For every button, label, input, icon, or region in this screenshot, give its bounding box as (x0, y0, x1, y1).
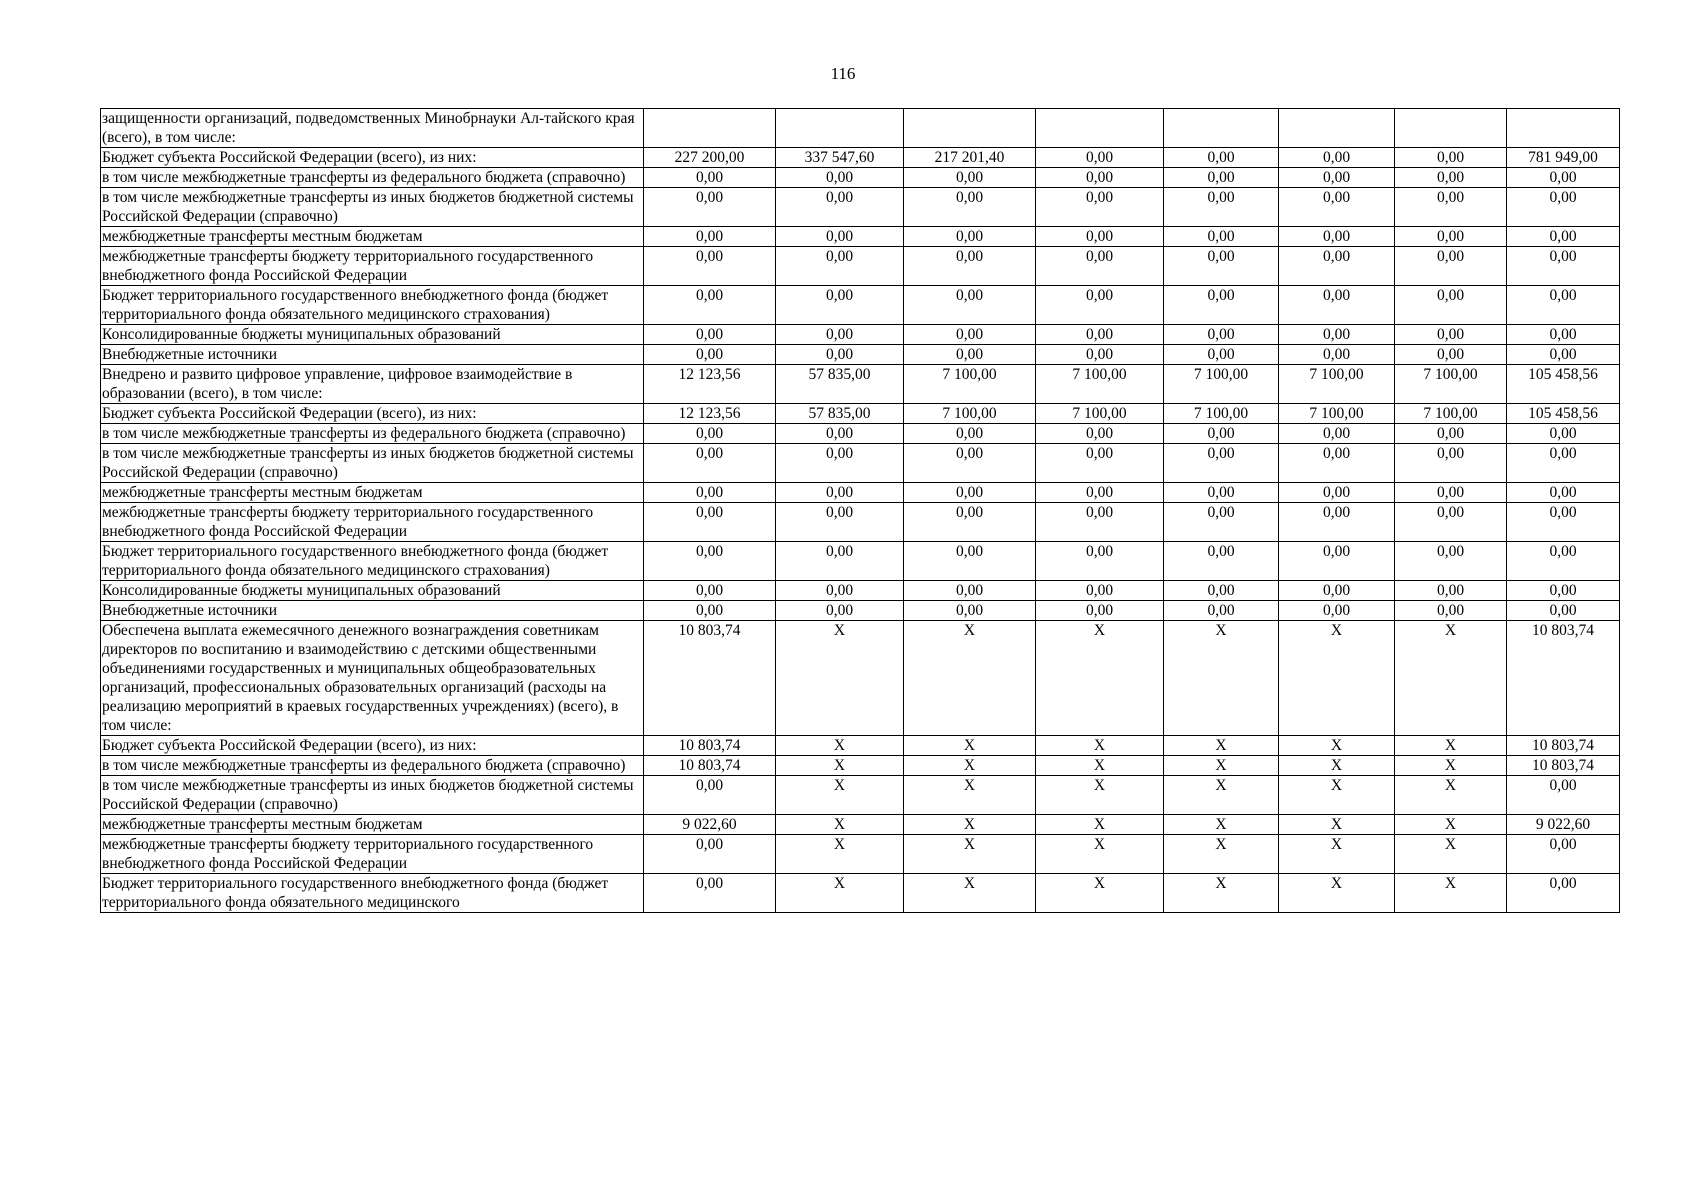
value-cell: 0,00 (1036, 444, 1164, 483)
value-cell: 0,00 (1507, 581, 1620, 601)
row-label: защищенности организаций, подведомственных Минобрнауки Ал-тайского края (всего), в том числе: (101, 109, 644, 148)
value-cell: 0,00 (1279, 581, 1395, 601)
value-cell: 105 458,56 (1507, 365, 1620, 404)
value-cell: 0,00 (1279, 424, 1395, 444)
value-cell: 0,00 (776, 247, 904, 286)
value-cell: 227 200,00 (644, 148, 776, 168)
value-cell: 0,00 (904, 227, 1036, 247)
value-cell: 0,00 (644, 601, 776, 621)
value-cell: 0,00 (904, 325, 1036, 345)
value-cell: 0,00 (1164, 148, 1279, 168)
value-cell: 7 100,00 (904, 365, 1036, 404)
value-cell: 0,00 (1395, 148, 1507, 168)
value-cell: 7 100,00 (1164, 404, 1279, 424)
value-cell: 0,00 (776, 168, 904, 188)
value-cell: 0,00 (1164, 188, 1279, 227)
table-row (101, 404, 1620, 424)
value-cell: X (776, 756, 904, 776)
value-cell: X (776, 815, 904, 835)
value-cell: 0,00 (1395, 247, 1507, 286)
value-cell: 0,00 (904, 345, 1036, 365)
value-cell: 0,00 (1164, 424, 1279, 444)
value-cell: X (1395, 874, 1507, 913)
value-cell: 57 835,00 (776, 404, 904, 424)
row-label: Консолидированные бюджеты муниципальных образований (101, 581, 644, 601)
row-label: межбюджетные трансферты местным бюджетам (101, 227, 644, 247)
value-cell: X (1036, 776, 1164, 815)
value-cell: 0,00 (644, 188, 776, 227)
value-cell: 0,00 (1279, 345, 1395, 365)
row-label: Внебюджетные источники (101, 601, 644, 621)
value-cell: 0,00 (1279, 188, 1395, 227)
value-cell: 0,00 (1507, 444, 1620, 483)
value-cell: 0,00 (904, 444, 1036, 483)
value-cell: 0,00 (776, 503, 904, 542)
value-cell: 0,00 (1395, 581, 1507, 601)
row-label: Внедрено и развито цифровое управление, цифровое взаимодействие в образовании (всего), в том числе: (101, 365, 644, 404)
value-cell: 0,00 (1395, 286, 1507, 325)
value-cell: X (1395, 815, 1507, 835)
value-cell: 0,00 (644, 874, 776, 913)
value-cell: 0,00 (776, 444, 904, 483)
row-label: Бюджет субъекта Российской Федерации (всего), из них: (101, 404, 644, 424)
value-cell: 0,00 (1164, 168, 1279, 188)
row-label: в том числе межбюджетные трансферты из федерального бюджета (справочно) (101, 168, 644, 188)
row-label: Обеспечена выплата ежемесячного денежного вознаграждения советникам директоров по воспитанию и взаимодействию с детскими общественными объединениями государственных и муниципальных общеобразовательных организаций, профессиональных образовательных организаций (расходы на реализацию мероприятий в краевых государственных учреждениях) (всего), в том числе: (101, 621, 644, 736)
value-cell: 0,00 (644, 424, 776, 444)
row-label: межбюджетные трансферты бюджету территориального государственного внебюджетного фонда Российской Федерации (101, 835, 644, 874)
value-cell: 0,00 (1395, 424, 1507, 444)
table-row (101, 424, 1620, 444)
value-cell: 0,00 (1036, 581, 1164, 601)
value-cell: 0,00 (904, 168, 1036, 188)
value-cell: 0,00 (1279, 325, 1395, 345)
value-cell: 7 100,00 (1036, 404, 1164, 424)
value-cell: 7 100,00 (1395, 404, 1507, 424)
row-label: в том числе межбюджетные трансферты из иных бюджетов бюджетной системы Российской Федерации (справочно) (101, 188, 644, 227)
value-cell: 0,00 (1507, 227, 1620, 247)
value-cell: 0,00 (644, 776, 776, 815)
value-cell: 0,00 (1279, 168, 1395, 188)
value-cell: 0,00 (1395, 168, 1507, 188)
value-cell: 0,00 (1395, 601, 1507, 621)
value-cell: 0,00 (1507, 542, 1620, 581)
row-label: Бюджет территориального государственного внебюджетного фонда (бюджет территориального фонда обязательного медицинского страхования) (101, 542, 644, 581)
value-cell: 0,00 (1507, 835, 1620, 874)
value-cell: 337 547,60 (776, 148, 904, 168)
value-cell: 0,00 (776, 424, 904, 444)
value-cell: 0,00 (776, 601, 904, 621)
value-cell (1036, 109, 1164, 148)
value-cell: 0,00 (1036, 286, 1164, 325)
row-label: Консолидированные бюджеты муниципальных образований (101, 325, 644, 345)
value-cell: 7 100,00 (1164, 365, 1279, 404)
value-cell: 0,00 (644, 542, 776, 581)
value-cell: 0,00 (1395, 227, 1507, 247)
value-cell: X (1279, 874, 1395, 913)
value-cell: X (1279, 621, 1395, 736)
value-cell: 0,00 (1036, 247, 1164, 286)
value-cell: 0,00 (1395, 325, 1507, 345)
table-row (101, 503, 1620, 542)
value-cell: X (776, 835, 904, 874)
value-cell: X (904, 756, 1036, 776)
value-cell: X (1395, 756, 1507, 776)
value-cell: 0,00 (644, 325, 776, 345)
row-label: межбюджетные трансферты местным бюджетам (101, 815, 644, 835)
value-cell: 12 123,56 (644, 365, 776, 404)
value-cell: X (1279, 835, 1395, 874)
table-row (101, 365, 1620, 404)
value-cell: 0,00 (1395, 542, 1507, 581)
value-cell: 0,00 (1507, 483, 1620, 503)
value-cell: X (1279, 815, 1395, 835)
value-cell: 0,00 (1036, 424, 1164, 444)
value-cell: 0,00 (1164, 503, 1279, 542)
value-cell: X (1036, 835, 1164, 874)
value-cell (1164, 109, 1279, 148)
value-cell: 0,00 (1507, 503, 1620, 542)
value-cell: 12 123,56 (644, 404, 776, 424)
value-cell: 0,00 (644, 345, 776, 365)
value-cell: 0,00 (1507, 247, 1620, 286)
value-cell: X (1164, 835, 1279, 874)
value-cell: 10 803,74 (1507, 621, 1620, 736)
row-label: Внебюджетные источники (101, 345, 644, 365)
value-cell: 0,00 (644, 168, 776, 188)
value-cell: 0,00 (644, 227, 776, 247)
value-cell: 10 803,74 (644, 621, 776, 736)
value-cell: 0,00 (1164, 483, 1279, 503)
value-cell: 0,00 (644, 503, 776, 542)
value-cell: 9 022,60 (644, 815, 776, 835)
value-cell: 0,00 (776, 325, 904, 345)
value-cell: 0,00 (1036, 542, 1164, 581)
value-cell: X (1164, 874, 1279, 913)
row-label: в том числе межбюджетные трансферты из иных бюджетов бюджетной системы Российской Федерации (справочно) (101, 776, 644, 815)
value-cell: 10 803,74 (644, 736, 776, 756)
row-label: Бюджет субъекта Российской Федерации (всего), из них: (101, 148, 644, 168)
table-row (101, 227, 1620, 247)
value-cell: 0,00 (904, 247, 1036, 286)
value-cell: 0,00 (776, 286, 904, 325)
table-row (101, 835, 1620, 874)
value-cell: 0,00 (1507, 188, 1620, 227)
row-label: Бюджет субъекта Российской Федерации (всего), из них: (101, 736, 644, 756)
value-cell: X (776, 776, 904, 815)
value-cell: 0,00 (1164, 227, 1279, 247)
budget-table (100, 108, 1620, 913)
row-label: Бюджет территориального государственного внебюджетного фонда (бюджет территориального фонда обязательного медицинского страхования) (101, 286, 644, 325)
row-label: межбюджетные трансферты местным бюджетам (101, 483, 644, 503)
value-cell: X (1164, 815, 1279, 835)
budget-table-body (101, 109, 1620, 913)
value-cell: 0,00 (644, 444, 776, 483)
value-cell: 0,00 (1164, 345, 1279, 365)
value-cell: 0,00 (1164, 601, 1279, 621)
value-cell: X (1279, 736, 1395, 756)
value-cell: X (1164, 736, 1279, 756)
value-cell (644, 109, 776, 148)
table-row (101, 325, 1620, 345)
table-row (101, 188, 1620, 227)
value-cell: 0,00 (1279, 247, 1395, 286)
value-cell: 0,00 (1036, 483, 1164, 503)
value-cell: X (904, 776, 1036, 815)
value-cell: 0,00 (1279, 542, 1395, 581)
value-cell: 0,00 (776, 345, 904, 365)
value-cell: 0,00 (1036, 188, 1164, 227)
value-cell: 0,00 (904, 483, 1036, 503)
value-cell (776, 109, 904, 148)
value-cell: 0,00 (1036, 148, 1164, 168)
value-cell: 7 100,00 (1036, 365, 1164, 404)
value-cell: 0,00 (1279, 444, 1395, 483)
row-label: в том числе межбюджетные трансферты из иных бюджетов бюджетной системы Российской Федерации (справочно) (101, 444, 644, 483)
value-cell: 0,00 (1279, 286, 1395, 325)
value-cell: 0,00 (1507, 168, 1620, 188)
value-cell: 0,00 (1507, 345, 1620, 365)
table-row (101, 756, 1620, 776)
value-cell: X (904, 874, 1036, 913)
value-cell: X (1036, 736, 1164, 756)
value-cell: 0,00 (1395, 483, 1507, 503)
table-row (101, 345, 1620, 365)
page-number: 116 (830, 64, 856, 83)
table-row (101, 247, 1620, 286)
value-cell: 57 835,00 (776, 365, 904, 404)
value-cell: 0,00 (904, 581, 1036, 601)
row-label: межбюджетные трансферты бюджету территориального государственного внебюджетного фонда Российской Федерации (101, 247, 644, 286)
value-cell: 105 458,56 (1507, 404, 1620, 424)
table-row (101, 581, 1620, 601)
table-row (101, 444, 1620, 483)
table-row (101, 776, 1620, 815)
table-row (101, 483, 1620, 503)
value-cell: 0,00 (1395, 188, 1507, 227)
value-cell: 0,00 (904, 286, 1036, 325)
table-row (101, 815, 1620, 835)
table-row (101, 109, 1620, 148)
value-cell: 0,00 (904, 503, 1036, 542)
row-label: в том числе межбюджетные трансферты из федерального бюджета (справочно) (101, 424, 644, 444)
value-cell: 0,00 (1279, 227, 1395, 247)
value-cell: 217 201,40 (904, 148, 1036, 168)
value-cell: 0,00 (904, 424, 1036, 444)
value-cell: X (904, 835, 1036, 874)
value-cell: 10 803,74 (1507, 756, 1620, 776)
value-cell: 0,00 (1507, 325, 1620, 345)
value-cell: X (1279, 756, 1395, 776)
row-label: Бюджет территориального государственного внебюджетного фонда (бюджет территориального фонда обязательного медицинского (101, 874, 644, 913)
value-cell: X (904, 815, 1036, 835)
value-cell (1507, 109, 1620, 148)
value-cell: X (1036, 874, 1164, 913)
row-label: в том числе межбюджетные трансферты из федерального бюджета (справочно) (101, 756, 644, 776)
value-cell: X (1164, 776, 1279, 815)
value-cell: X (1395, 736, 1507, 756)
value-cell: X (1395, 621, 1507, 736)
value-cell: 0,00 (1507, 286, 1620, 325)
value-cell: 0,00 (644, 581, 776, 601)
value-cell: 0,00 (1507, 874, 1620, 913)
value-cell: 0,00 (644, 483, 776, 503)
value-cell: 0,00 (1036, 503, 1164, 542)
value-cell: 0,00 (1036, 601, 1164, 621)
value-cell: 0,00 (1507, 776, 1620, 815)
value-cell: X (776, 621, 904, 736)
value-cell: 0,00 (644, 247, 776, 286)
value-cell: X (1036, 621, 1164, 736)
value-cell: X (776, 874, 904, 913)
value-cell: X (1036, 756, 1164, 776)
value-cell: X (1164, 621, 1279, 736)
value-cell: 0,00 (1036, 168, 1164, 188)
value-cell: 0,00 (1164, 444, 1279, 483)
value-cell: 0,00 (776, 542, 904, 581)
value-cell: 9 022,60 (1507, 815, 1620, 835)
value-cell: 0,00 (1036, 325, 1164, 345)
value-cell: 7 100,00 (1279, 404, 1395, 424)
row-label: межбюджетные трансферты бюджету территориального государственного внебюджетного фонда Российской Федерации (101, 503, 644, 542)
value-cell: 0,00 (1279, 483, 1395, 503)
value-cell: 0,00 (1036, 345, 1164, 365)
value-cell: 0,00 (904, 188, 1036, 227)
value-cell: X (904, 621, 1036, 736)
value-cell: 0,00 (1164, 247, 1279, 286)
value-cell (904, 109, 1036, 148)
value-cell: 0,00 (776, 581, 904, 601)
value-cell: 0,00 (776, 188, 904, 227)
value-cell: X (1279, 776, 1395, 815)
value-cell: 0,00 (1164, 286, 1279, 325)
value-cell: 0,00 (1279, 503, 1395, 542)
table-row (101, 148, 1620, 168)
value-cell: 0,00 (1279, 601, 1395, 621)
table-row (101, 874, 1620, 913)
table-row (101, 286, 1620, 325)
table-row (101, 601, 1620, 621)
value-cell: 0,00 (904, 542, 1036, 581)
value-cell: 0,00 (644, 835, 776, 874)
value-cell: X (1036, 815, 1164, 835)
value-cell: 0,00 (1164, 325, 1279, 345)
value-cell: 7 100,00 (904, 404, 1036, 424)
value-cell: 0,00 (1395, 503, 1507, 542)
value-cell (1279, 109, 1395, 148)
value-cell: X (1395, 835, 1507, 874)
value-cell: 0,00 (776, 483, 904, 503)
value-cell: X (1164, 756, 1279, 776)
value-cell: X (904, 736, 1036, 756)
value-cell: 10 803,74 (1507, 736, 1620, 756)
value-cell: 0,00 (1507, 601, 1620, 621)
value-cell: X (1395, 776, 1507, 815)
value-cell: 0,00 (904, 601, 1036, 621)
value-cell: 781 949,00 (1507, 148, 1620, 168)
table-row (101, 621, 1620, 736)
value-cell: 7 100,00 (1279, 365, 1395, 404)
value-cell: 0,00 (1395, 345, 1507, 365)
table-row (101, 542, 1620, 581)
value-cell: 0,00 (1395, 444, 1507, 483)
value-cell: 0,00 (1164, 581, 1279, 601)
value-cell (1395, 109, 1507, 148)
value-cell: 0,00 (1164, 542, 1279, 581)
value-cell: 10 803,74 (644, 756, 776, 776)
value-cell: X (776, 736, 904, 756)
value-cell: 0,00 (644, 286, 776, 325)
value-cell: 7 100,00 (1395, 365, 1507, 404)
table-row (101, 168, 1620, 188)
table-row (101, 736, 1620, 756)
value-cell: 0,00 (776, 227, 904, 247)
value-cell: 0,00 (1279, 148, 1395, 168)
value-cell: 0,00 (1036, 227, 1164, 247)
value-cell: 0,00 (1507, 424, 1620, 444)
